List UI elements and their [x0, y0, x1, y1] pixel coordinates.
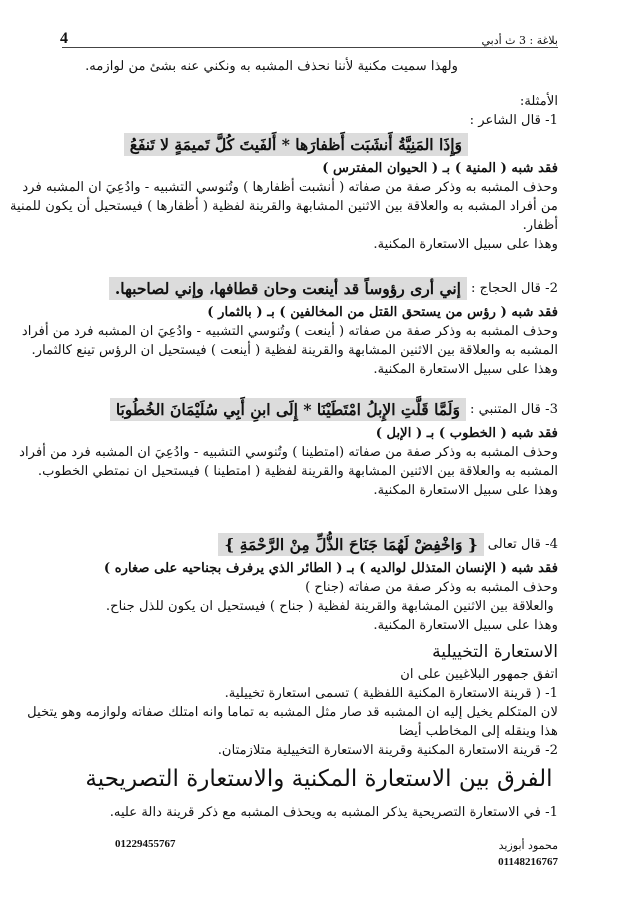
example-1-line: أظفار.	[522, 218, 558, 233]
example-3-analysis: فقد شبه ( الخطوب ) بـ ( الإبل )	[375, 426, 558, 441]
example-2-conclusion: وهذا على سبيل الاستعارة المكنية.	[373, 362, 558, 377]
intro-line: ولهذا سميت مكنية لأننا نحذف المشبه به ونكني عنه بشئ من لوازمه.	[85, 59, 458, 74]
takhyili-line: اتفق جمهور البلاغيين على ان	[400, 667, 558, 682]
example-1-verse: وَإِذَا المَنِيَّةُ أَنشَبَت أَظفارَها * أَلفَيتَ كُلَّ تَميمَةٍ لا تَنفَعُ	[124, 133, 468, 156]
takhyili-heading: الاستعارة التخييلية	[432, 642, 558, 662]
page-number: 4	[60, 30, 68, 47]
example-4-analysis: فقد شبه ( الإنسان المتذلل لوالديه ) بـ ( الطائر الذي يرفرف بجناحيه على صغاره )	[103, 561, 558, 576]
examples-label: الأمثلة:	[519, 94, 558, 109]
footer-phone-right: 01148216767	[498, 856, 558, 868]
example-3-intro: 3- قال المتنبي :	[469, 402, 558, 417]
example-3-line: المشبه به والعلاقة بين الاثنين المشابهة والقرينة لفظية ( امتطينا ) فيستحيل ان نمتطي الخطوب.	[37, 464, 558, 479]
header-divider	[62, 47, 558, 48]
example-2-analysis: فقد شبه ( رؤس من يستحق القتل من المخالفين ) بـ ( بالثمار )	[207, 305, 558, 320]
example-2-verse: إني أرى رؤوساً قد أينعت وحان قطافها، وإني لصاحبها.	[109, 277, 467, 300]
takhyili-line: 2- قرينة الاستعارة المكنية وقرينة الاستعارة التخييلية متلازمتان.	[217, 743, 558, 758]
example-4-conclusion: وهذا على سبيل الاستعارة المكنية.	[373, 618, 558, 633]
footer-phone-left: 01229455767	[115, 838, 176, 850]
example-3-conclusion: وهذا على سبيل الاستعارة المكنية.	[373, 483, 558, 498]
example-4-line: وحذف المشبه به وذكر صفة من صفاته (جناح )	[305, 580, 558, 595]
example-3-verse: وَلَمَّا قَلَّتِ الإِبلُ امْتَطَيْنَا * إِلَى ابنِ أَبِي سُلَيْمَانَ الخُطُوبَا	[110, 398, 466, 421]
example-2-intro: 2- قال الحجاج :	[470, 281, 558, 296]
difference-line-1: 1- في الاستعارة التصريحية يذكر المشبه به ويحذف المشبه مع ذكر قرينة دالة عليه.	[109, 805, 558, 820]
example-1-line: وحذف المشبه به وذكر صفة من صفاته ( أنشبت أظفارها ) وتُنوسي التشبيه - وادُعِيَ ان المشبه فرد	[22, 180, 558, 195]
example-4-intro: 4- قال تعالى	[487, 537, 558, 552]
footer-author-block	[498, 838, 558, 870]
header-title: بلاغة : 3 ث أدبي	[481, 34, 558, 47]
example-1-intro: 1- قال الشاعر :	[469, 113, 558, 128]
example-3-row	[40, 398, 558, 421]
document-body	[9, 57, 558, 822]
example-1-analysis: فقد شبه ( المنية ) بـ ( الحيوان المفترس )	[322, 161, 558, 176]
example-2-row	[40, 277, 558, 300]
example-4-row	[40, 533, 558, 556]
example-3-line: وحذف المشبه به وذكر صفة من صفاته (امتطينا ) وتُنوسي التشبيه - وادُعِيَ ان المشبه فرد من أفراد	[19, 445, 558, 460]
example-2-line: وحذف المشبه به وذكر صفة من صفاته ( أينعت ) وتُنوسي التشبيه - وادُعِيَ ان المشبه فرد من أفراد	[21, 324, 558, 339]
takhyili-line: هذا وينقله إلى المخاطب أيضا	[398, 724, 558, 739]
takhyili-line: 1- ( قرينة الاستعارة المكنية اللفظية ) تسمى استعارة تخييلية.	[224, 686, 558, 701]
example-4-line: والعلاقة بين الاثنين المشابهة والقرينة لفظية ( جناح ) فيستحيل ان يكون للذل جناح.	[105, 599, 558, 614]
example-2-line: المشبه به والعلاقة بين الاثنين المشابهة والقرينة لفظية ( أينعت ) فيستحيل ان الرؤس تينع كالثمار.	[31, 343, 558, 358]
footer-author: محمود أبوزيد	[498, 839, 558, 852]
difference-heading: الفرق بين الاستعارة المكنية والاستعارة التصريحية	[85, 766, 553, 792]
takhyili-line: لان المتكلم يخيل إليه ان المشبه قد صار مثل المشبه به تماما وانه امتلك صفاته ولوازمه وهو يتخيل	[27, 705, 558, 720]
example-4-verse: { وَاخْفِضْ لَهُمَا جَنَاحَ الذُّلِّ مِنْ الرَّحْمَةِ }	[218, 533, 483, 556]
example-1-conclusion: وهذا على سبيل الاستعارة المكنية.	[373, 237, 558, 252]
example-1-verse-row	[40, 133, 558, 156]
example-1-line: من أفراد المشبه به والعلاقة بين الاثنين المشابهة والقرينة لفظية ( أظفارها ) فيستحيل أن يكون للمنية	[9, 199, 558, 214]
